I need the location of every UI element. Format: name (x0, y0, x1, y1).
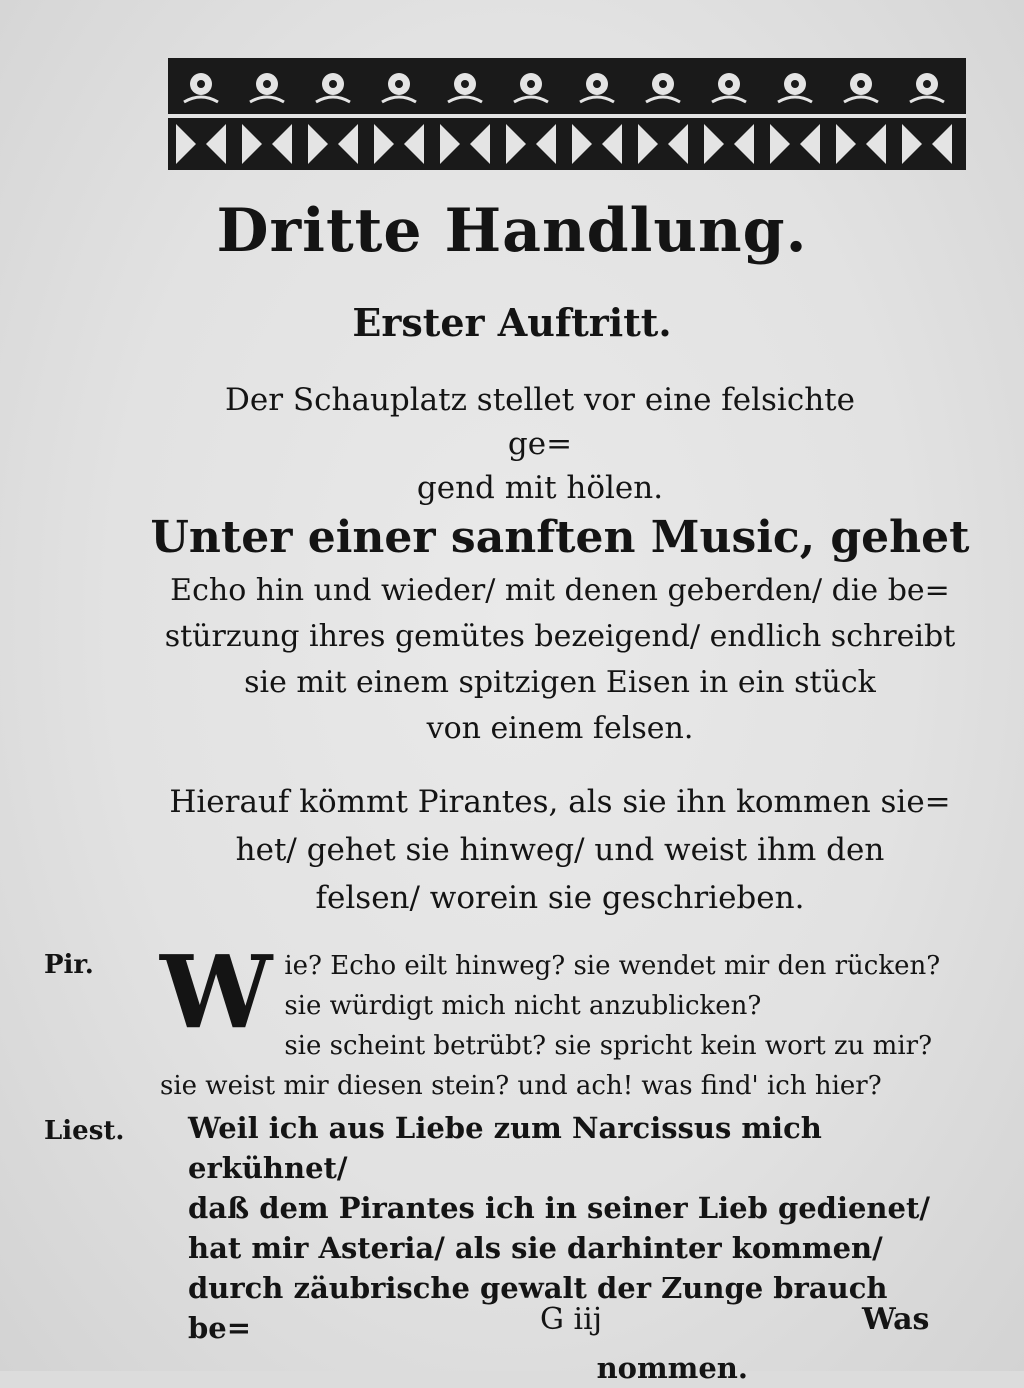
stage-direction-line: felsen/ worein sie geschrieben. (315, 880, 805, 916)
speaker-label-pirantes: Pir. (44, 950, 94, 980)
verse-line: sie scheint betrübt? sie spricht kein wort zu mir? (284, 1031, 933, 1061)
inscription-line: Weil ich aus Liebe zum Narcissus mich erkühnet/ (188, 1111, 822, 1185)
stage-direction-line: Hierauf kömmt Pirantes, als sie ihn kommen sie= (169, 784, 951, 820)
stage-direction-lead: Unter einer sanften Music, gehet (150, 512, 970, 563)
inscription-text (188, 1108, 948, 1388)
act-title: Dritte Handlung. (216, 196, 808, 266)
speech-pirantes (160, 933, 950, 1106)
setting-line: gend mit hölen. (416, 470, 664, 506)
decorative-floral-border (168, 58, 966, 170)
inscription-line: daß dem Pirantes ich in seiner Lieb gedienet/ (188, 1191, 930, 1225)
speaker-label-reads: Liest. (44, 1116, 125, 1146)
stage-direction-line: het/ gehet sie hinweg/ und weist ihm den (235, 832, 885, 868)
inscription-line: durch zäubrische gewalt der Zunge brauch be= (188, 1271, 888, 1345)
setting-line: Der Schauplatz stellet vor eine felsichte ge= (225, 382, 855, 462)
verse-line: sie würdigt mich nicht anzublicken? (284, 991, 762, 1021)
stage-direction-entrance (150, 778, 970, 922)
stage-direction-music (150, 508, 970, 752)
catchword: Was (862, 1302, 930, 1337)
inscription-line: hat mir Asteria/ als sie darhinter kommen/ (188, 1231, 883, 1265)
stage-direction-line: Echo hin und wieder/ mit denen geberden/ die be= (170, 573, 950, 608)
verse-line: ie? Echo eilt hinweg? sie wendet mir den rücken? (284, 951, 941, 981)
stage-direction-line: stürzung ihres gemütes bezeigend/ endlich schreibt (164, 619, 956, 654)
stage-setting (190, 378, 890, 510)
inscription-line: nommen. (596, 1351, 748, 1385)
signature-mark: G iij (540, 1302, 602, 1337)
scene-title: Erster Auftritt. (352, 300, 672, 345)
stage-direction-line: von einem felsen. (426, 711, 694, 746)
verse-line: sie weist mir diesen stein? und ach! was find' ich hier? (160, 1071, 882, 1101)
stage-direction-line: sie mit einem spitzigen Eisen in ein stück (244, 665, 876, 700)
drop-cap: W (160, 933, 273, 1051)
